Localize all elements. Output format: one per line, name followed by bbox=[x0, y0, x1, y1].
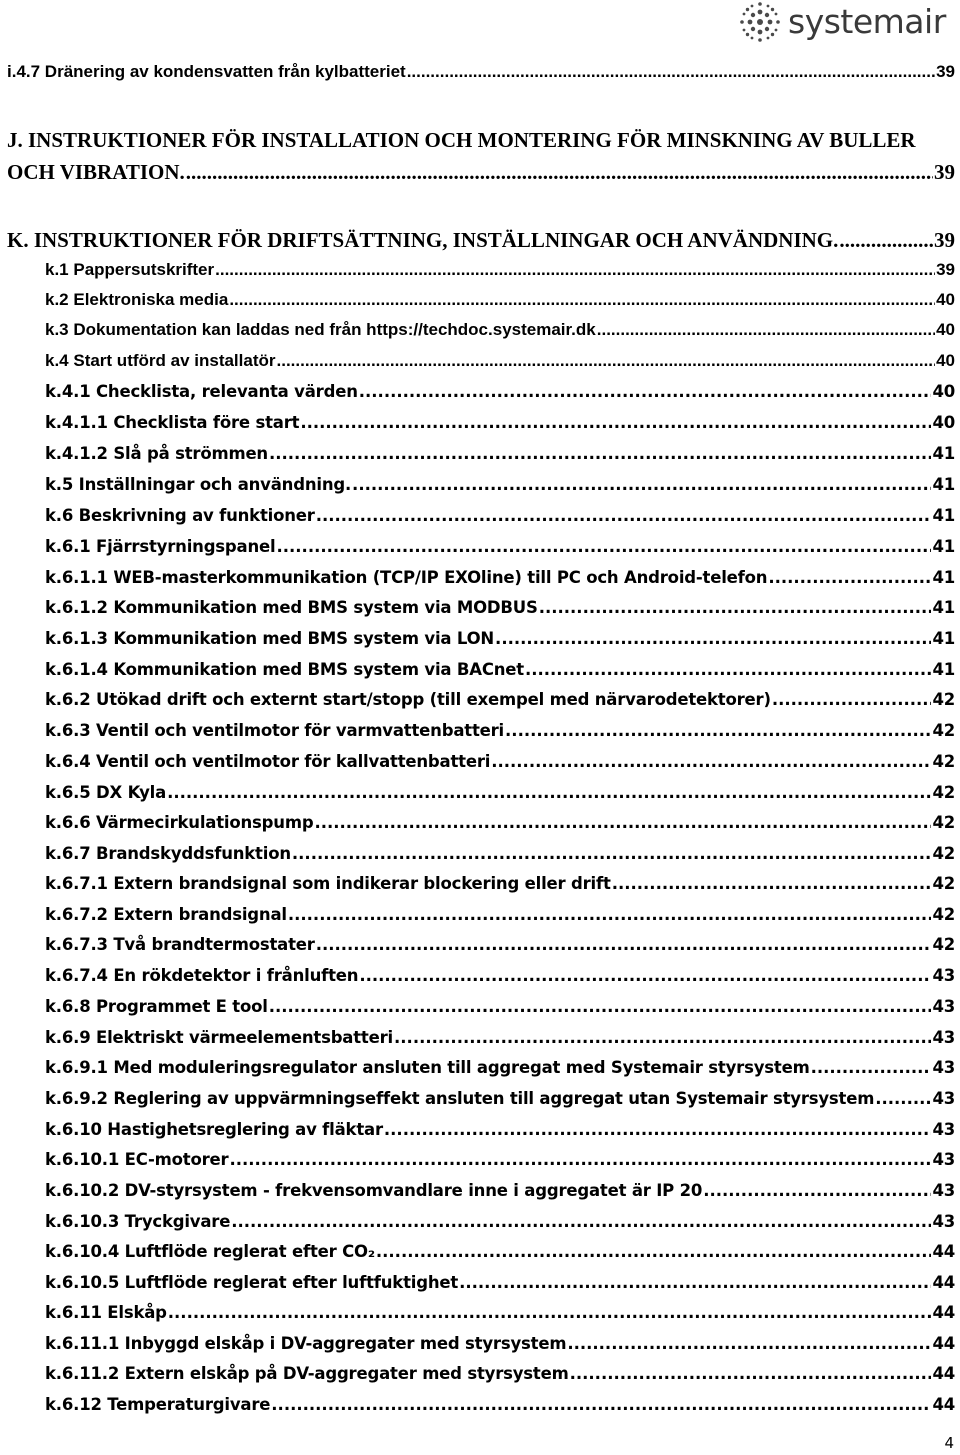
toc-entry[interactable] bbox=[45, 783, 955, 813]
toc-dot-leader bbox=[231, 1212, 931, 1231]
toc-entry[interactable] bbox=[7, 228, 955, 258]
toc-dot-leader bbox=[168, 1303, 932, 1322]
toc-entry[interactable] bbox=[45, 935, 955, 965]
toc-entry[interactable] bbox=[45, 290, 955, 320]
toc-entry-page: 42 bbox=[932, 752, 955, 771]
toc-dot-leader bbox=[229, 1150, 931, 1169]
toc-entry[interactable] bbox=[7, 160, 955, 190]
toc-entry-title: k.6.1 Fjärrstyrningspanel bbox=[45, 537, 276, 556]
toc-entry-page: 41 bbox=[932, 444, 955, 463]
toc-entry-title: k.6.10.4 Luftflöde reglerat efter CO₂ bbox=[45, 1242, 375, 1261]
toc-entry-title: k.6.11.2 Extern elskåp på DV-aggregater med styrsystem bbox=[45, 1364, 569, 1383]
toc-entry-title: k.6.1.3 Kommunikation med BMS system via LON bbox=[45, 629, 495, 648]
toc-entry-page: 40 bbox=[932, 382, 955, 401]
toc-entry-page: 43 bbox=[932, 997, 955, 1016]
toc-entry[interactable] bbox=[45, 1058, 955, 1088]
toc-dot-leader bbox=[359, 966, 931, 985]
toc-dot-leader bbox=[215, 260, 935, 280]
toc-entry-title: k.6.11.1 Inbyggd elskåp i DV-aggregater med styrsystem bbox=[45, 1334, 567, 1353]
toc-dot-leader bbox=[768, 568, 931, 587]
toc-entry-page: 42 bbox=[932, 844, 955, 863]
systemair-logo bbox=[738, 0, 960, 44]
toc-entry[interactable] bbox=[45, 1150, 955, 1180]
toc-entry[interactable] bbox=[45, 1120, 955, 1150]
toc-dot-leader bbox=[407, 62, 935, 82]
toc-entry-page: 39 bbox=[936, 260, 955, 279]
toc-entry[interactable] bbox=[7, 62, 955, 92]
toc-entry-title: k.6.9 Elektriskt värmeelementsbatteri bbox=[45, 1028, 394, 1047]
toc-entry-title: k.6 Beskrivning av funktioner bbox=[45, 506, 315, 525]
toc-entry-page: 44 bbox=[932, 1303, 955, 1322]
toc-entry-title: k.6.9.2 Reglering av uppvärmningseffekt ansluten till aggregat utan Systemair styrsystem bbox=[45, 1089, 875, 1108]
toc-entry-page: 41 bbox=[932, 506, 955, 525]
toc-dot-leader bbox=[269, 444, 931, 463]
toc-entry[interactable] bbox=[45, 874, 955, 904]
toc-dot-leader bbox=[459, 1273, 931, 1292]
toc-entry-title: k.6.5 DX Kyla bbox=[45, 783, 167, 802]
toc-dot-leader bbox=[875, 1089, 931, 1108]
toc-entry-page: 39 bbox=[934, 160, 955, 184]
toc-dot-leader bbox=[505, 721, 931, 740]
toc-entry-title: OCH VIBRATION. bbox=[7, 160, 185, 184]
toc-entry-title: i.4.7 Dränering av kondensvatten från kylbatteriet bbox=[7, 62, 406, 81]
toc-entry-title: k.6.4 Ventil och ventilmotor för kallvattenbatteri bbox=[45, 752, 491, 771]
toc-entry-page: 44 bbox=[932, 1395, 955, 1414]
toc-entry[interactable] bbox=[7, 128, 955, 158]
toc-entry[interactable] bbox=[45, 444, 955, 474]
toc-entry-page: 40 bbox=[936, 290, 955, 309]
toc-entry-page: 43 bbox=[932, 966, 955, 985]
toc-entry[interactable] bbox=[45, 320, 955, 350]
toc-entry-title: k.4.1.2 Slå på strömmen bbox=[45, 444, 268, 463]
toc-dot-leader bbox=[271, 1395, 931, 1414]
toc-entry[interactable] bbox=[45, 537, 955, 567]
toc-dot-leader bbox=[352, 475, 931, 494]
toc-entry[interactable] bbox=[45, 351, 955, 381]
toc-entry-title: k.6.10.3 Tryckgivare bbox=[45, 1212, 231, 1231]
toc-entry-title: k.6.11 Elskåp bbox=[45, 1303, 167, 1322]
toc-entry[interactable] bbox=[45, 1273, 955, 1303]
toc-entry-title: k.6.1.4 Kommunikation med BMS system via BACnet bbox=[45, 660, 524, 679]
toc-dot-leader bbox=[359, 382, 932, 401]
toc-dot-leader bbox=[316, 935, 932, 954]
page-number: 4 bbox=[944, 1434, 954, 1452]
toc-entry-page: 43 bbox=[932, 1028, 955, 1047]
toc-entry-page: 39 bbox=[936, 62, 955, 81]
toc-entry-page: 41 bbox=[932, 537, 955, 556]
toc-entry-title: k.4.1.1 Checklista före start bbox=[45, 413, 300, 432]
toc-entry[interactable] bbox=[45, 598, 955, 628]
systemair-logo-icon bbox=[738, 0, 782, 44]
toc-entry[interactable] bbox=[45, 1212, 955, 1242]
toc-entry-title: K. INSTRUKTIONER FÖR DRIFTSÄTTNING, INSTÄLLNINGAR OCH ANVÄNDNING. bbox=[7, 228, 839, 252]
toc-dot-leader bbox=[495, 629, 931, 648]
toc-entry-title: k.6.10.1 EC-motorer bbox=[45, 1150, 229, 1169]
toc-entry[interactable] bbox=[45, 1242, 955, 1272]
toc-dot-leader bbox=[292, 844, 932, 863]
toc-entry-page: 41 bbox=[932, 629, 955, 648]
toc-entry[interactable] bbox=[45, 997, 955, 1027]
toc-entry-page: 41 bbox=[932, 475, 955, 494]
toc-dot-leader bbox=[539, 598, 932, 617]
toc-entry[interactable] bbox=[45, 905, 955, 935]
toc-dot-leader bbox=[491, 752, 931, 771]
toc-entry-title: k.6.3 Ventil och ventilmotor för varmvattenbatteri bbox=[45, 721, 505, 740]
toc-entry[interactable] bbox=[45, 966, 955, 996]
toc-entry-title: k.2 Elektroniska media bbox=[45, 290, 229, 309]
toc-entry-title: k.6.6 Värmecirkulationspump bbox=[45, 813, 314, 832]
toc-entry-page: 41 bbox=[932, 568, 955, 587]
toc-dot-leader bbox=[811, 1058, 932, 1077]
toc-entry-title: k.6.7.2 Extern brandsignal bbox=[45, 905, 287, 924]
toc-entry-title: k.6.7.1 Extern brandsignal som indikerar blockering eller drift bbox=[45, 874, 611, 893]
toc-entry-title: k.6.12 Temperaturgivare bbox=[45, 1395, 271, 1414]
toc-entry-page: 42 bbox=[932, 813, 955, 832]
toc-dot-leader bbox=[597, 320, 935, 340]
toc-dot-leader bbox=[316, 506, 932, 525]
toc-entry-page: 41 bbox=[932, 660, 955, 679]
toc-entry[interactable] bbox=[45, 260, 955, 290]
toc-entry[interactable] bbox=[45, 506, 955, 536]
logo-wordmark: systemair bbox=[788, 2, 946, 41]
toc-entry[interactable] bbox=[45, 844, 955, 874]
toc-entry[interactable] bbox=[45, 413, 955, 443]
toc-dot-leader bbox=[525, 660, 931, 679]
toc-entry[interactable] bbox=[45, 382, 955, 412]
toc-entry-title: J. INSTRUKTIONER FÖR INSTALLATION OCH MONTERING FÖR MINSKNING AV BULLER bbox=[7, 128, 916, 152]
toc-entry-title: k.6.7.3 Två brandtermostater bbox=[45, 935, 315, 954]
toc-entry-page: 42 bbox=[932, 783, 955, 802]
toc-entry-title: k.4 Start utförd av installatör bbox=[45, 351, 276, 370]
toc-entry-page: 40 bbox=[932, 413, 955, 432]
toc-entry-page: 42 bbox=[932, 690, 955, 709]
toc-entry-page: 42 bbox=[932, 935, 955, 954]
toc-dot-leader bbox=[314, 813, 931, 832]
toc-entry-title: k.6.10.5 Luftflöde reglerat efter luftfuktighet bbox=[45, 1273, 459, 1292]
toc-entry[interactable] bbox=[45, 1089, 955, 1119]
toc-entry-title: k.6.8 Programmet E tool bbox=[45, 997, 268, 1016]
toc-dot-leader bbox=[384, 1120, 932, 1139]
toc-entry[interactable] bbox=[45, 1334, 955, 1364]
toc-entry[interactable] bbox=[45, 1303, 955, 1333]
toc-entry-page: 43 bbox=[932, 1120, 955, 1139]
toc-entry-page: 39 bbox=[934, 228, 955, 252]
toc-entry-page: 43 bbox=[932, 1089, 955, 1108]
toc-dot-leader bbox=[269, 997, 932, 1016]
toc-dot-leader bbox=[394, 1028, 931, 1047]
toc-entry-page: 43 bbox=[932, 1181, 955, 1200]
toc-entry[interactable] bbox=[45, 690, 955, 720]
toc-dot-leader bbox=[167, 783, 931, 802]
toc-dot-leader bbox=[839, 228, 933, 253]
toc-entry-page: 40 bbox=[936, 351, 955, 370]
toc-entry[interactable] bbox=[45, 1364, 955, 1394]
toc-dot-leader bbox=[229, 290, 935, 310]
toc-entry-title: k.6.1.1 WEB-masterkommunikation (TCP/IP EXOline) till PC och Android-telefon bbox=[45, 568, 768, 587]
toc-entry-title: k.6.10 Hastighetsreglering av fläktar bbox=[45, 1120, 383, 1139]
toc-dot-leader bbox=[276, 537, 931, 556]
toc-dot-leader bbox=[288, 905, 932, 924]
toc-entry-title: k.6.9.1 Med moduleringsregulator ansluten till aggregat med Systemair styrsystem bbox=[45, 1058, 810, 1077]
toc-entry-page: 40 bbox=[936, 320, 955, 339]
toc-entry[interactable] bbox=[45, 475, 955, 505]
toc-entry-title: k.1 Pappersutskrifter bbox=[45, 260, 215, 279]
toc-entry-page: 42 bbox=[932, 721, 955, 740]
toc-dot-leader bbox=[772, 690, 932, 709]
toc-dot-leader bbox=[376, 1242, 932, 1261]
toc-entry[interactable] bbox=[45, 568, 955, 598]
toc-entry[interactable] bbox=[45, 752, 955, 782]
toc-entry-page: 44 bbox=[932, 1364, 955, 1383]
toc-entry-title: k.5 Inställningar och användning. bbox=[45, 475, 352, 494]
toc-dot-leader bbox=[612, 874, 932, 893]
toc-dot-leader bbox=[186, 160, 933, 185]
toc-entry[interactable] bbox=[45, 721, 955, 751]
toc-entry-title: k.3 Dokumentation kan laddas ned från https://techdoc.systemair.dk bbox=[45, 320, 596, 339]
toc-dot-leader bbox=[300, 413, 931, 432]
toc-entry-title: k.4.1 Checklista, relevanta värden bbox=[45, 382, 358, 401]
toc-entry[interactable] bbox=[45, 813, 955, 843]
toc-entry-page: 41 bbox=[932, 598, 955, 617]
toc-entry-page: 44 bbox=[932, 1242, 955, 1261]
toc-entry[interactable] bbox=[45, 1181, 955, 1211]
toc-entry-title: k.6.7.4 En rökdetektor i frånluften bbox=[45, 966, 359, 985]
toc-entry-page: 43 bbox=[932, 1212, 955, 1231]
toc-entry-page: 44 bbox=[932, 1273, 955, 1292]
toc-entry[interactable] bbox=[45, 1395, 955, 1425]
toc-entry-page: 43 bbox=[932, 1058, 955, 1077]
toc-entry-page: 42 bbox=[932, 905, 955, 924]
toc-entry-page: 43 bbox=[932, 1150, 955, 1169]
toc-entry-page: 44 bbox=[932, 1334, 955, 1353]
toc-entry[interactable] bbox=[45, 629, 955, 659]
toc-entry-title: k.6.7 Brandskyddsfunktion bbox=[45, 844, 291, 863]
toc-dot-leader bbox=[567, 1334, 931, 1353]
toc-entry-title: k.6.10.2 DV-styrsystem - frekvensomvandlare inne i aggregatet är IP 20 bbox=[45, 1181, 703, 1200]
toc-dot-leader bbox=[277, 351, 936, 371]
toc-entry-page: 42 bbox=[932, 874, 955, 893]
toc-dot-leader bbox=[703, 1181, 931, 1200]
toc-entry[interactable] bbox=[45, 1028, 955, 1058]
toc-entry-title: k.6.2 Utökad drift och externt start/stopp (till exempel med närvarodetektorer) bbox=[45, 690, 771, 709]
toc-entry-title: k.6.1.2 Kommunikation med BMS system via MODBUS bbox=[45, 598, 538, 617]
toc-dot-leader bbox=[570, 1364, 932, 1383]
toc-entry[interactable] bbox=[45, 660, 955, 690]
